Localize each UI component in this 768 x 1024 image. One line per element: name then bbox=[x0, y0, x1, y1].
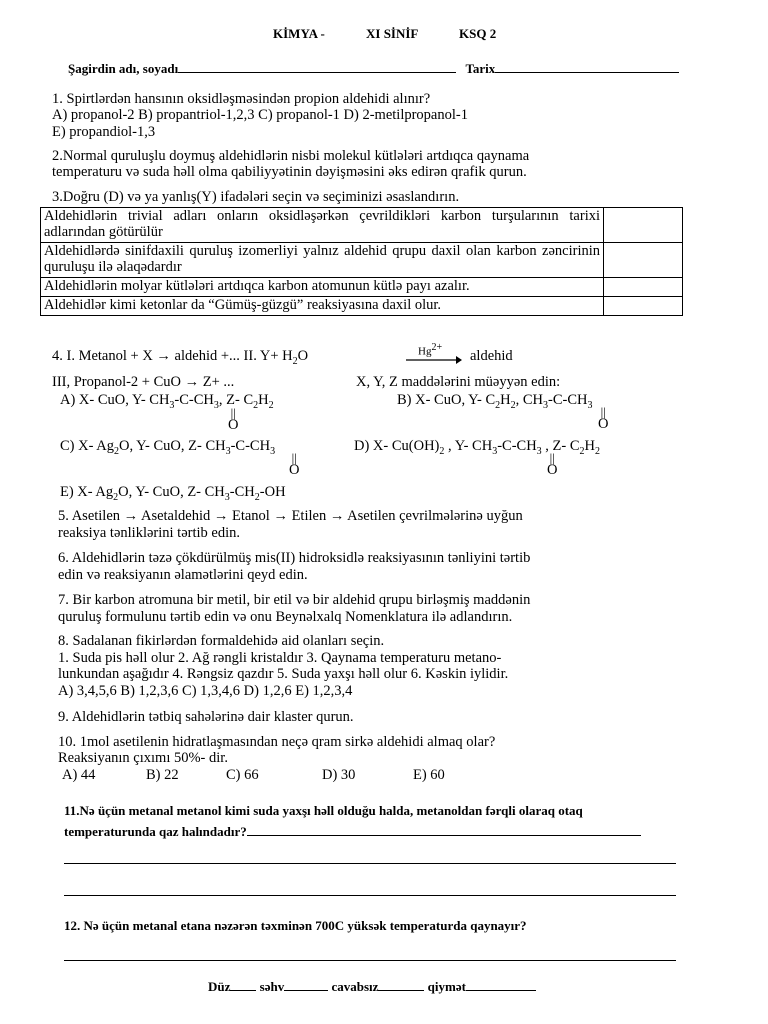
q8-line2: 1. Suda pis həll olur 2. Ağ rəngli kristaldır 3. Qaynama temperaturu metano- bbox=[58, 650, 502, 666]
statement-3: Aldehidlərin molyar kütlələri artdıqca karbon atomunun kütlə payı azalır. bbox=[41, 277, 604, 296]
q10-line2: Reaksiyanın çıxımı 50%- dir. bbox=[58, 750, 228, 766]
q4-product: aldehid bbox=[470, 348, 513, 364]
q6-line1: 6. Aldehidlərin təzə çökdürülmüş mis(II) hidroksidlə reaksiyasının tənliyini tərtib bbox=[58, 550, 531, 566]
answer-box-2[interactable] bbox=[604, 242, 683, 277]
q4-task: X, Y, Z maddələrini müəyyən edin: bbox=[356, 374, 561, 390]
student-name-label: Şagirdin adı, soyadı bbox=[68, 61, 179, 76]
statement-1: Aldehidlərin trivial adları onların oksidləşərkən çevrildikləri karbon turşularının tarixi adlarından götürülür bbox=[41, 208, 604, 243]
q4-option-d-bond: || O bbox=[547, 450, 558, 478]
q10-option-e: E) 60 bbox=[413, 767, 445, 783]
wrong-label: səhv bbox=[259, 979, 285, 994]
q8-options: A) 3,4,5,6 B) 1,2,3,6 C) 1,3,4,6 D) 1,2,6 E) 1,2,3,4 bbox=[58, 683, 353, 699]
grade-label: qiymət bbox=[427, 979, 466, 994]
answer-box-4[interactable] bbox=[604, 296, 683, 315]
q12-answer-line[interactable] bbox=[64, 960, 676, 961]
q12-text: 12. Nə üçün metanal etana nəzərən təxminən 700C yüksək temperaturda qaynayır? bbox=[64, 918, 527, 933]
statement-4: Aldehidlər kimi ketonlar da “Gümüş-güzgü” reaksiyasına daxil olur. bbox=[41, 296, 604, 315]
q11-line1: 11.Nə üçün metanal metanol kimi suda yaxşı həll olduğu halda, metanoldan fərqli olaraq otaq bbox=[64, 803, 583, 818]
answer-box-3[interactable] bbox=[604, 277, 683, 296]
reaction-arrow-icon bbox=[406, 345, 462, 365]
q4-option-a: A) X- CuO, Y- $CH_3-C-CH_3$, Z- $C_2H_2$ bbox=[60, 392, 274, 411]
table-row bbox=[41, 208, 683, 243]
q4-option-c: C) X- $Ag_2O$, Y- CuO, Z- $CH_3-C-CH_3$ bbox=[60, 438, 276, 457]
score-footer bbox=[208, 978, 536, 995]
q11-answer-line-2[interactable] bbox=[64, 895, 676, 896]
q10-option-a: A) 44 bbox=[62, 767, 96, 783]
q4-option-d: D) X- $Cu(OH)_2$ , Y- $CH_3-C-CH_3$ , Z- $C_2H_2$ bbox=[354, 438, 601, 457]
statement-2: Aldehidlərdə sinifdaxili quruluş izomerliyi yalnız aldehid qrupu daxil olan karbon zəncirinin quruluşu ilə əlaqədardır bbox=[41, 242, 604, 277]
q3-text: 3.Doğru (D) və ya yanlış(Y) ifadələri seçin və seçiminizi əsaslandırın. bbox=[52, 189, 460, 205]
correct-field[interactable] bbox=[230, 978, 256, 991]
student-name-field[interactable] bbox=[178, 60, 456, 73]
table-row bbox=[41, 242, 683, 277]
unanswered-label: cavabsız bbox=[331, 979, 379, 994]
q8-line1: 8. Sadalanan fikirlərdən formaldehidə aid olanları seçin. bbox=[58, 633, 385, 649]
header-subject: KİMYA - bbox=[273, 26, 325, 41]
q11-answer-inline[interactable] bbox=[247, 823, 641, 836]
q4-option-e: E) X- $Ag_2O$, Y- CuO, Z- $CH_3-CH_2-OH$ bbox=[60, 484, 286, 503]
date-label: Tarix bbox=[465, 61, 496, 76]
header-grade: XI SİNİF bbox=[366, 26, 419, 41]
q10-option-b: B) 22 bbox=[146, 767, 179, 783]
q7-line1: 7. Bir karbon atromuna bir metil, bir etil və bir aldehid qrupu birləşmiş maddənin bbox=[58, 592, 531, 608]
q4-option-b-bond: || O bbox=[598, 404, 609, 432]
q10-option-c: C) 66 bbox=[226, 767, 259, 783]
q1-options-line2: E) propandiol-1,3 bbox=[52, 124, 156, 140]
q4-eq1: 4. I. Metanol + X → aldehid +... II. $Y+ H_2O$ bbox=[52, 348, 309, 367]
q2-line1: 2.Normal quruluşlu doymuş aldehidlərin nisbi molekul kütlələri artdıqca qaynama bbox=[52, 148, 530, 164]
q4-eq3: III, Propanol-2 + CuO → Z+ ... bbox=[52, 374, 235, 390]
date-field[interactable] bbox=[495, 60, 679, 73]
q4-option-c-bond: || O bbox=[289, 450, 300, 478]
q10-line1: 10. 1mol asetilenin hidratlaşmasından neçə qram sirkə aldehidi almaq olar? bbox=[58, 734, 496, 750]
q4-option-a-bond: || O bbox=[228, 405, 239, 433]
student-name-row bbox=[68, 60, 679, 77]
unanswered-field[interactable] bbox=[378, 978, 424, 991]
q6-line2: edin və reaksiyanın əlamətlərini qeyd edin. bbox=[58, 567, 308, 583]
q10-option-d: D) 30 bbox=[322, 767, 356, 783]
header-test: KSQ 2 bbox=[459, 26, 497, 41]
answer-box-1[interactable] bbox=[604, 208, 683, 243]
q11-line2: temperaturunda qaz halındadır? bbox=[64, 823, 641, 840]
q7-line2: quruluş formulunu tərtib edin və onu Beynəlxalq Nomenklatura ilə adlandırın. bbox=[58, 609, 513, 625]
wrong-field[interactable] bbox=[284, 978, 328, 991]
q5-line2: reaksiya tənliklərini tərtib edin. bbox=[58, 525, 240, 541]
grade-field[interactable] bbox=[466, 978, 536, 991]
q1-text: 1. Spirtlərdən hansının oksidləşməsindən propion aldehidi alınır? bbox=[52, 91, 431, 107]
q9-text: 9. Aldehidlərin tətbiq sahələrinə dair klaster qurun. bbox=[58, 709, 354, 725]
q1-options-line1: A) propanol-2 B) propantriol-1,2,3 C) propanol-1 D) 2-metilpropanol-1 bbox=[52, 107, 468, 123]
q8-line3: lunkundan aşağıdır 4. Rəngsiz qazdır 5. Suda yaxşı həll olur 6. Kəskin iylidir. bbox=[58, 666, 509, 682]
true-false-table bbox=[40, 207, 683, 316]
table-row bbox=[41, 296, 683, 315]
q11-answer-line-1[interactable] bbox=[64, 863, 676, 864]
table-row bbox=[41, 277, 683, 296]
correct-label: Düz bbox=[208, 979, 231, 994]
q5-line1: 5. Asetilen → Asetaldehid → Etanol → Etilen → Asetilen çevrilmələrinə uyğun bbox=[58, 508, 523, 524]
q2-line2: temperaturu və suda həll olma qabiliyyətinin dəyişməsini əks edirən qrafik qurun. bbox=[52, 164, 527, 180]
q4-option-b: B) X- CuO, Y- $C_2H_2$, $CH_3-C-CH_3$ bbox=[397, 392, 593, 411]
q4-catalyst: $Hg^{2+}$ bbox=[418, 342, 443, 358]
